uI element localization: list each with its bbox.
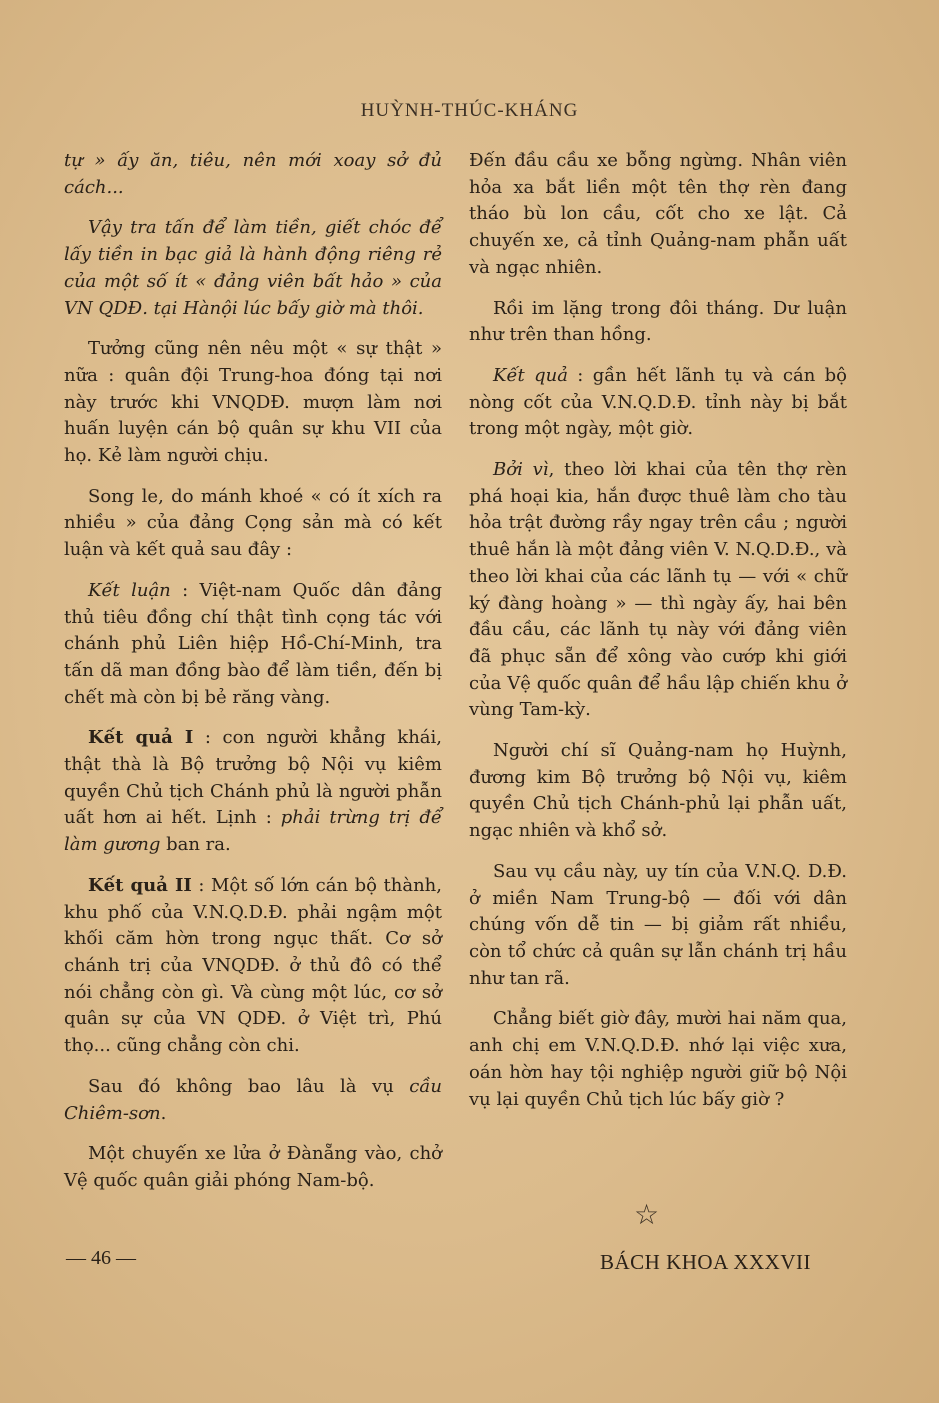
lead-term: Kết quả II [88, 874, 192, 896]
paragraph [469, 457, 847, 724]
paragraph: Chẳng biết giờ đây, mười hai năm qua, anh chị em V.N.Q.D.Đ. nhớ lại việc xưa, oán hờn hay tội nghiệp người giữ bộ Nội vụ lại quyền Chủ tịch lúc bấy giờ ? [469, 1008, 847, 1110]
paragraph: tự » ấy ăn, tiêu, nên mới xoay sở đủ cách... [64, 150, 442, 198]
paragraph: Đến đầu cầu xe bỗng ngừng. Nhân viên hỏa xa bắt liền một tên thợ rèn đang tháo bù lon cầu, cốt cho xe lật. Cả chuyến xe, cả tỉnh Quảng-nam phẫn uất và ngạc nhiên. [469, 150, 847, 278]
italic-phrase: cầu Chiêm-sơn [64, 1075, 442, 1124]
paragraph: Người chí sĩ Quảng-nam họ Huỳnh, đương kim Bộ trưởng bộ Nội vụ, kiêm quyền Chủ tịch Chánh-phủ lại phẫn uất, ngạc nhiên và khổ sở. [469, 740, 847, 842]
paragraph-text: : Một số lớn cán bộ thành, khu phố của V.N.Q.D.Đ. phải ngậm một khối căm hờn trong ngục thất. Cơ sở chánh trị của VNQDĐ. ở thủ đô có thể nói chẳng còn gì. Và cùng một lúc, cơ sở quân sự của VN QDĐ. ở Việt trì, Phú thọ... cũng chẳng còn chi. [64, 874, 442, 1057]
page-number: — 46 — [66, 1247, 136, 1269]
left-column [64, 148, 442, 1209]
paragraph-text: : Việt-nam Quốc dân đảng thủ tiêu đồng chí thật tình cọng tác với chánh phủ Liên hiệp Hồ-Chí-Minh, tra tấn dã man đồng bào để làm tiền, đến bị chết mà còn bị bẻ răng vàng. [64, 579, 442, 708]
paragraph [64, 578, 442, 712]
paragraph-text: : con người khẳng khái, thật thà là Bộ trưởng bộ Nội vụ kiêm quyền Chủ tịch Chánh phủ là người phẫn uất hơn ai hết. Lịnh : [64, 727, 442, 829]
paragraph [64, 725, 442, 859]
paragraph-text: ban ra. [160, 834, 231, 856]
paragraph [469, 363, 847, 443]
publication-title: BÁCH KHOA XXXVII [600, 1250, 811, 1274]
lead-term: Bởi vì [493, 459, 549, 481]
right-column [469, 148, 847, 1127]
paragraph-text: : gần hết lãnh tụ và cán bộ nòng cốt của V.N.Q.D.Đ. tỉnh này bị bắt trong một ngày, một giờ. [469, 364, 847, 440]
paragraph [64, 873, 442, 1060]
lead-term: Kết quả I [88, 727, 194, 749]
paragraph: Một chuyến xe lửa ở Đànẵng vào, chở Vệ quốc quân giải phóng Nam-bộ. [64, 1143, 442, 1191]
paragraph: Vậy tra tấn để làm tiền, giết chóc để lấy tiền in bạc giả là hành động riêng rẻ của một số ít « đảng viên bất hảo » của VN QDĐ. tại Hànội lúc bấy giờ mà thôi. [64, 217, 442, 319]
paragraph: Sau vụ cầu này, uy tín của V.N.Q. D.Đ. ở miền Nam Trung-bộ — đối với dân chúng vốn dễ tin — bị giảm rất nhiều, còn tổ chức cả quân sự lẫn chánh trị hầu như tan rã. [469, 860, 847, 989]
italic-phrase: phải trừng trị để làm gương [64, 807, 442, 856]
lead-term: Kết quả [493, 364, 568, 386]
paragraph: Song le, do mánh khoé « có ít xích ra nhiều » của đảng Cọng sản mà có kết luận và kết quả sau đây : [64, 485, 442, 561]
running-header: HUỲNH-THÚC-KHÁNG [360, 100, 579, 121]
star-icon: ☆ [634, 1198, 660, 1231]
paragraph: Rồi im lặng trong đôi tháng. Dư luận như trên than hồng. [469, 297, 847, 346]
paragraph-text: Sau đó không bao lâu là vụ [88, 1075, 410, 1097]
paragraph: Tưởng cũng nên nêu một « sự thật » nữa : quân đội Trung-hoa đóng tại nơi này trước khi VNQDĐ. mượn làm nơi huấn luyện cán bộ quân sự khu VII của họ. Kẻ làm người chịu. [64, 338, 442, 467]
paragraph-text: , theo lời khai của tên thợ rèn phá hoại kia, hắn được thuê làm cho tàu hỏa trật đường rầy ngay trên cầu ; người thuê hắn là một đảng viên V. N.Q.D.Đ., và theo lời khai của các lãnh tụ — với « chữ ký đàng hoàng » — thì ngày ấy, hai bên đầu cầu, các lãnh tụ này với đảng viên đã phục sẵn để xông vào cướp khi giới của Vệ quốc quân để hầu lập chiến khu ở vùng Tam-kỳ. [469, 459, 848, 721]
lead-term: Kết luận [88, 579, 171, 601]
paragraph [64, 1074, 442, 1127]
paragraph-text: . [160, 1102, 167, 1124]
